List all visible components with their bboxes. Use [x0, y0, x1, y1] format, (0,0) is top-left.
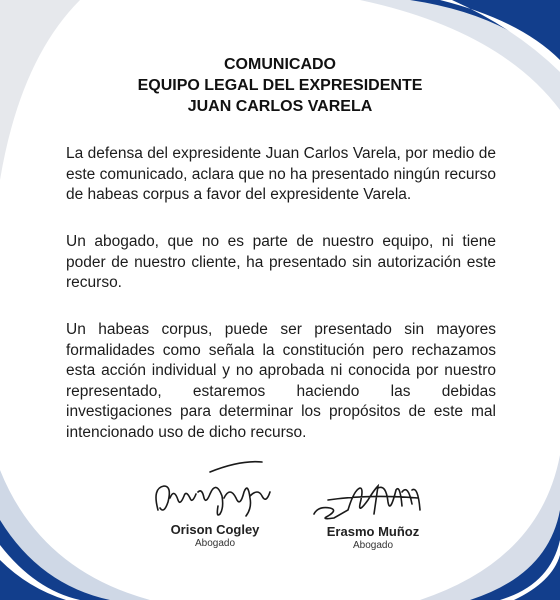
signer-role-2: Abogado [352, 540, 394, 551]
paragraph-1: La defensa del expresidente Juan Carlos Varela, por medio de este comunicado, aclara que no ha presentado ningún recurso de habeas corpus a favor del expresidente Varela. [66, 145, 496, 203]
header-line-3: JUAN CARLOS VARELA [187, 98, 373, 115]
signer-role-1: Abogado [194, 538, 236, 549]
header-line-2: EQUIPO LEGAL DEL EXPRESIDENTE [137, 77, 423, 94]
communique-header [0, 54, 560, 117]
handwritten-signature-2 [308, 480, 438, 524]
signer-name-1: Orison Cogley [170, 522, 260, 537]
signature-block-2 [308, 480, 438, 552]
signer-name-2: Erasmo Muñoz [326, 524, 420, 539]
header-line-1: COMUNICADO [224, 56, 336, 73]
signature-block-1 [150, 458, 280, 550]
paragraph-2: Un abogado, que no es parte de nuestro equipo, ni tiene poder de nuestro cliente, ha presentado sin autorización este recurso. [66, 233, 496, 291]
paragraph-3: Un habeas corpus, puede ser presentado sin mayores formalidades como señala la constitución pero rechazamos esta acción individual y no aprobada ni conocida por nuestro representado, estaremos haciendo las debidas investigaciones para determinar los propósitos de este mal intencionado uso de dicho recurso. [66, 321, 496, 441]
handwritten-signature-1 [150, 458, 280, 522]
